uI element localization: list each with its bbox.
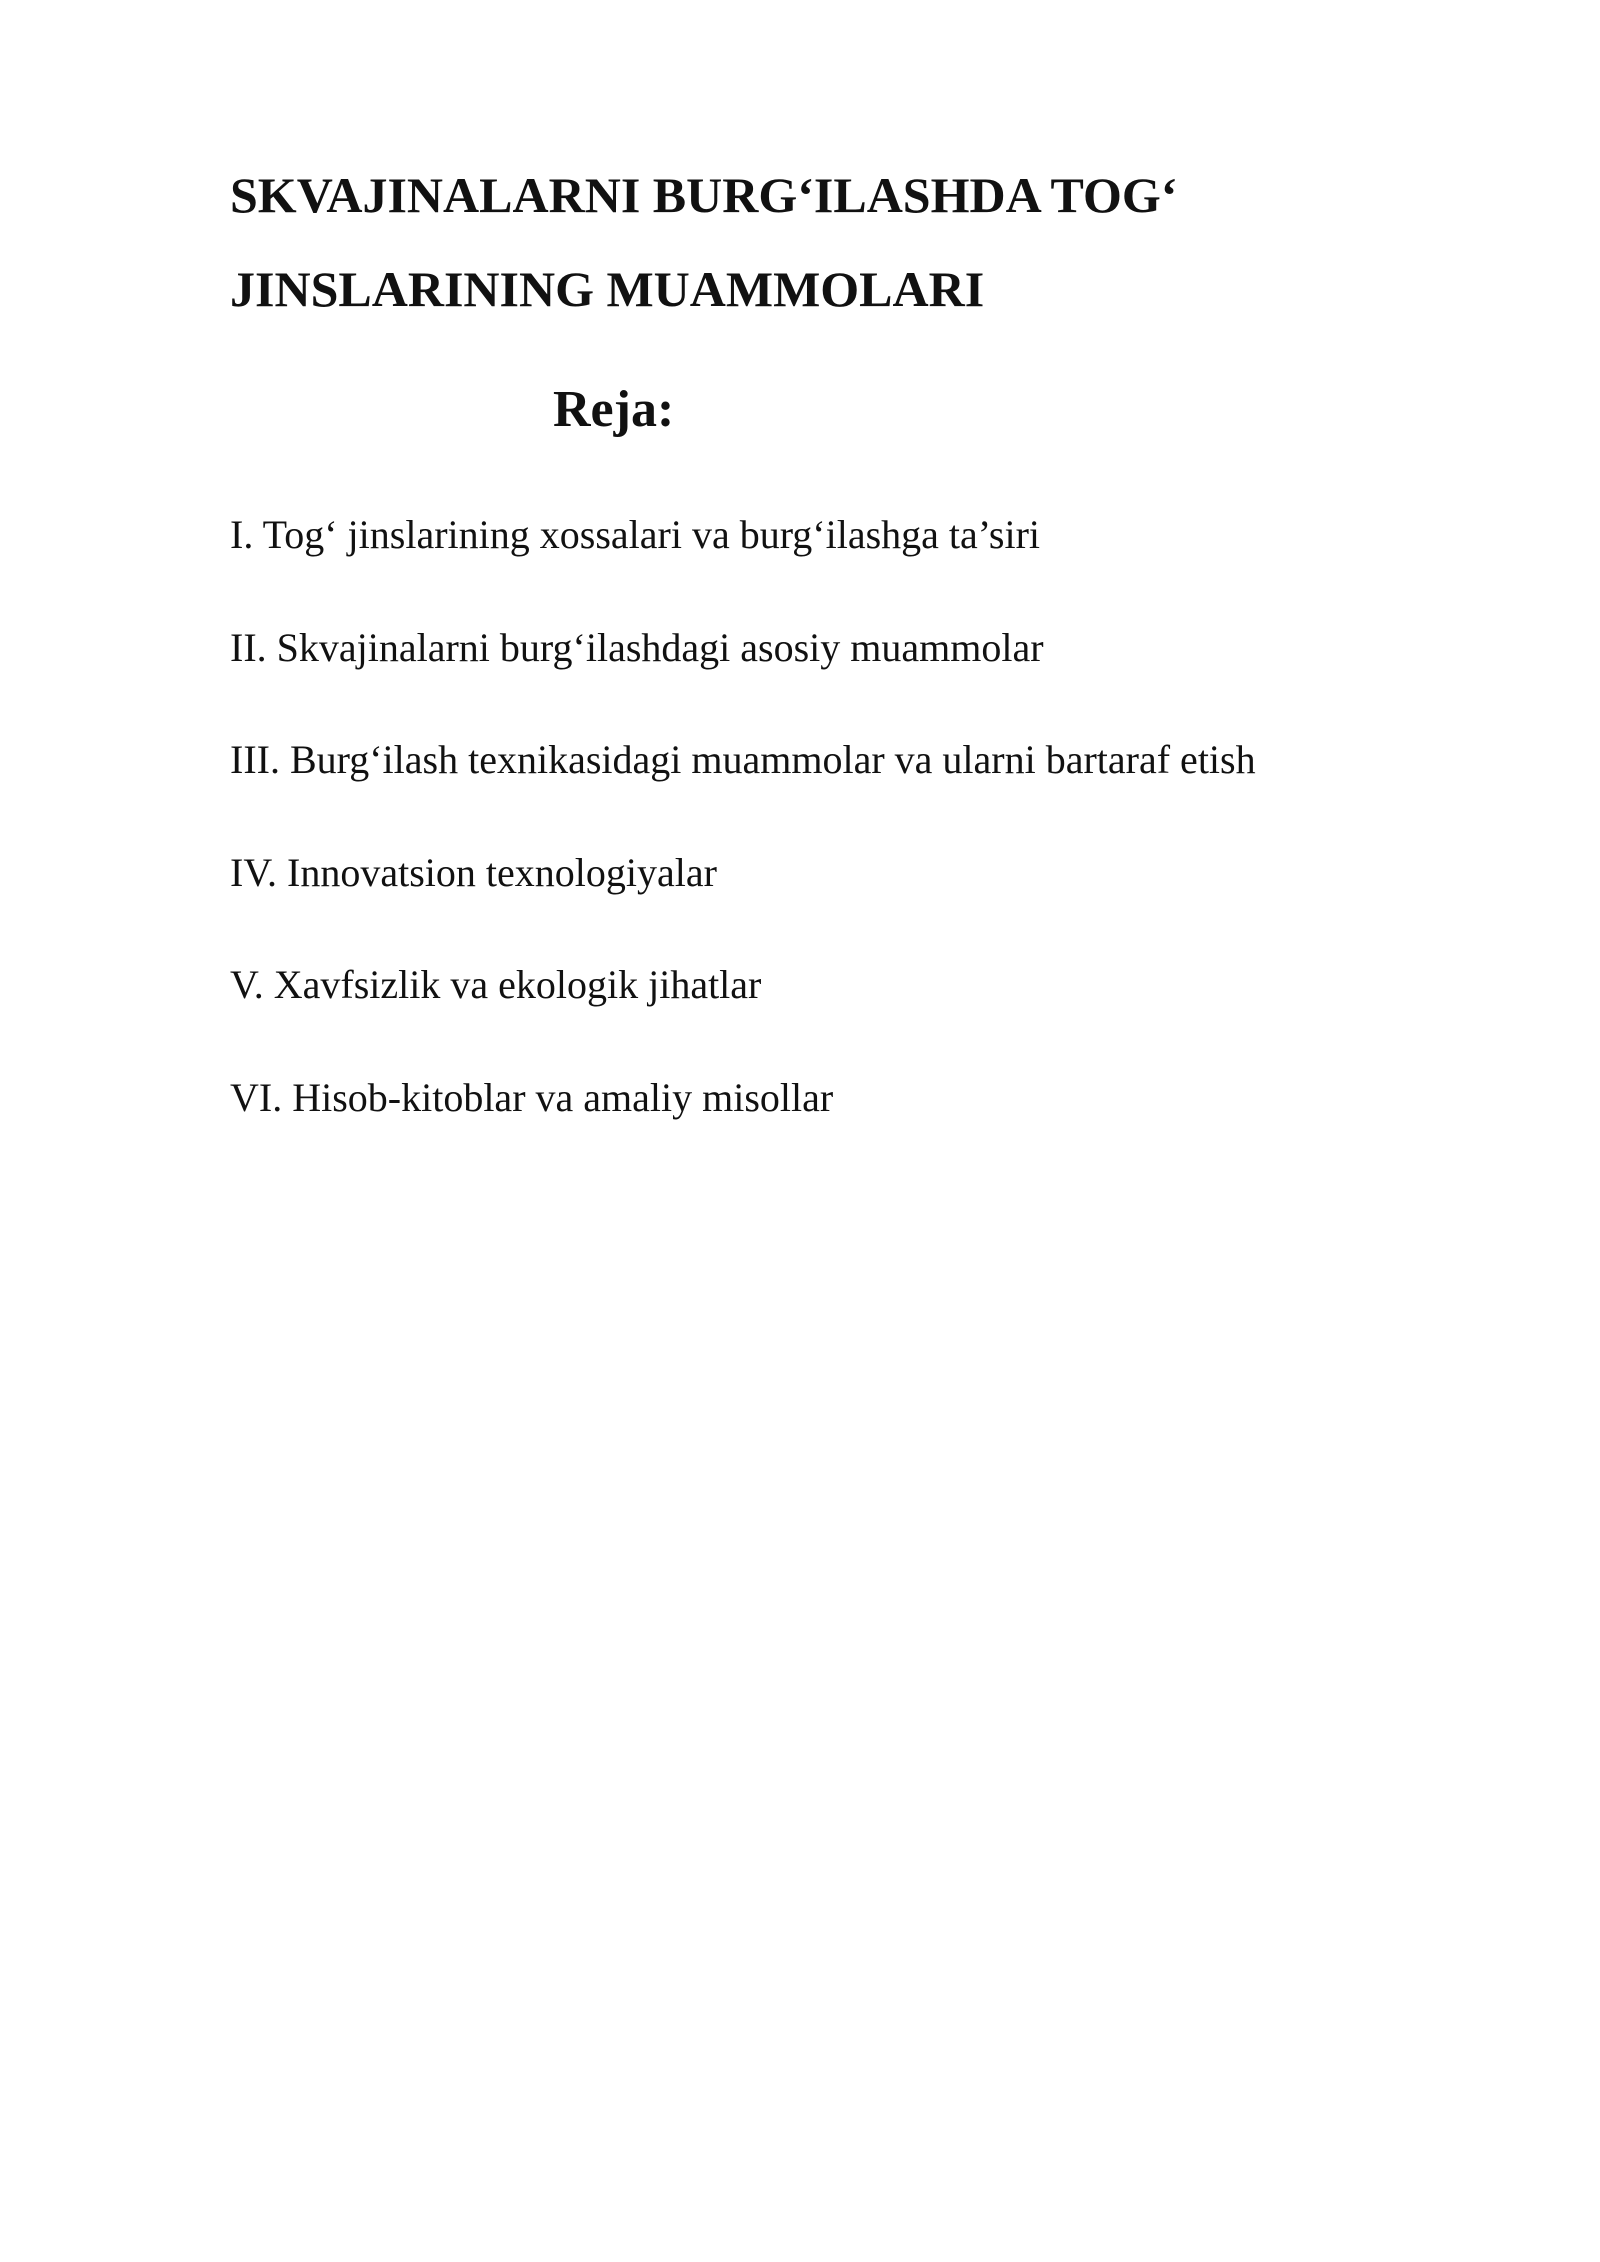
plan-item-2: II. Skvajinalarni burg‘ilashdagi asosiy muammolar — [230, 624, 1044, 670]
document-title — [230, 148, 1430, 336]
plan-item-6: VI. Hisob-kitoblar va amaliy misollar — [230, 1074, 834, 1120]
plan-item-1: I. Tog‘ jinslarining xossalari va burg‘ilashga ta’siri — [230, 512, 1041, 557]
document-title-line-2: JINSLARINING MUAMMOLARI — [230, 261, 985, 317]
plan-heading: Reja: — [553, 381, 675, 438]
plan-item-4: IV. Innovatsion texnologiyalar — [230, 849, 717, 895]
plan-item-3: III. Burg‘ilash texnikasidagi muammolar va ularni bartaraf etish — [230, 737, 1256, 782]
plan-item-5: V. Xavfsizlik va ekologik jihatlar — [230, 962, 762, 1007]
plan-list — [230, 505, 1530, 1180]
document-title-line-1: SKVAJINALARNI BURG‘ILASHDA TOG‘ — [230, 167, 1178, 223]
